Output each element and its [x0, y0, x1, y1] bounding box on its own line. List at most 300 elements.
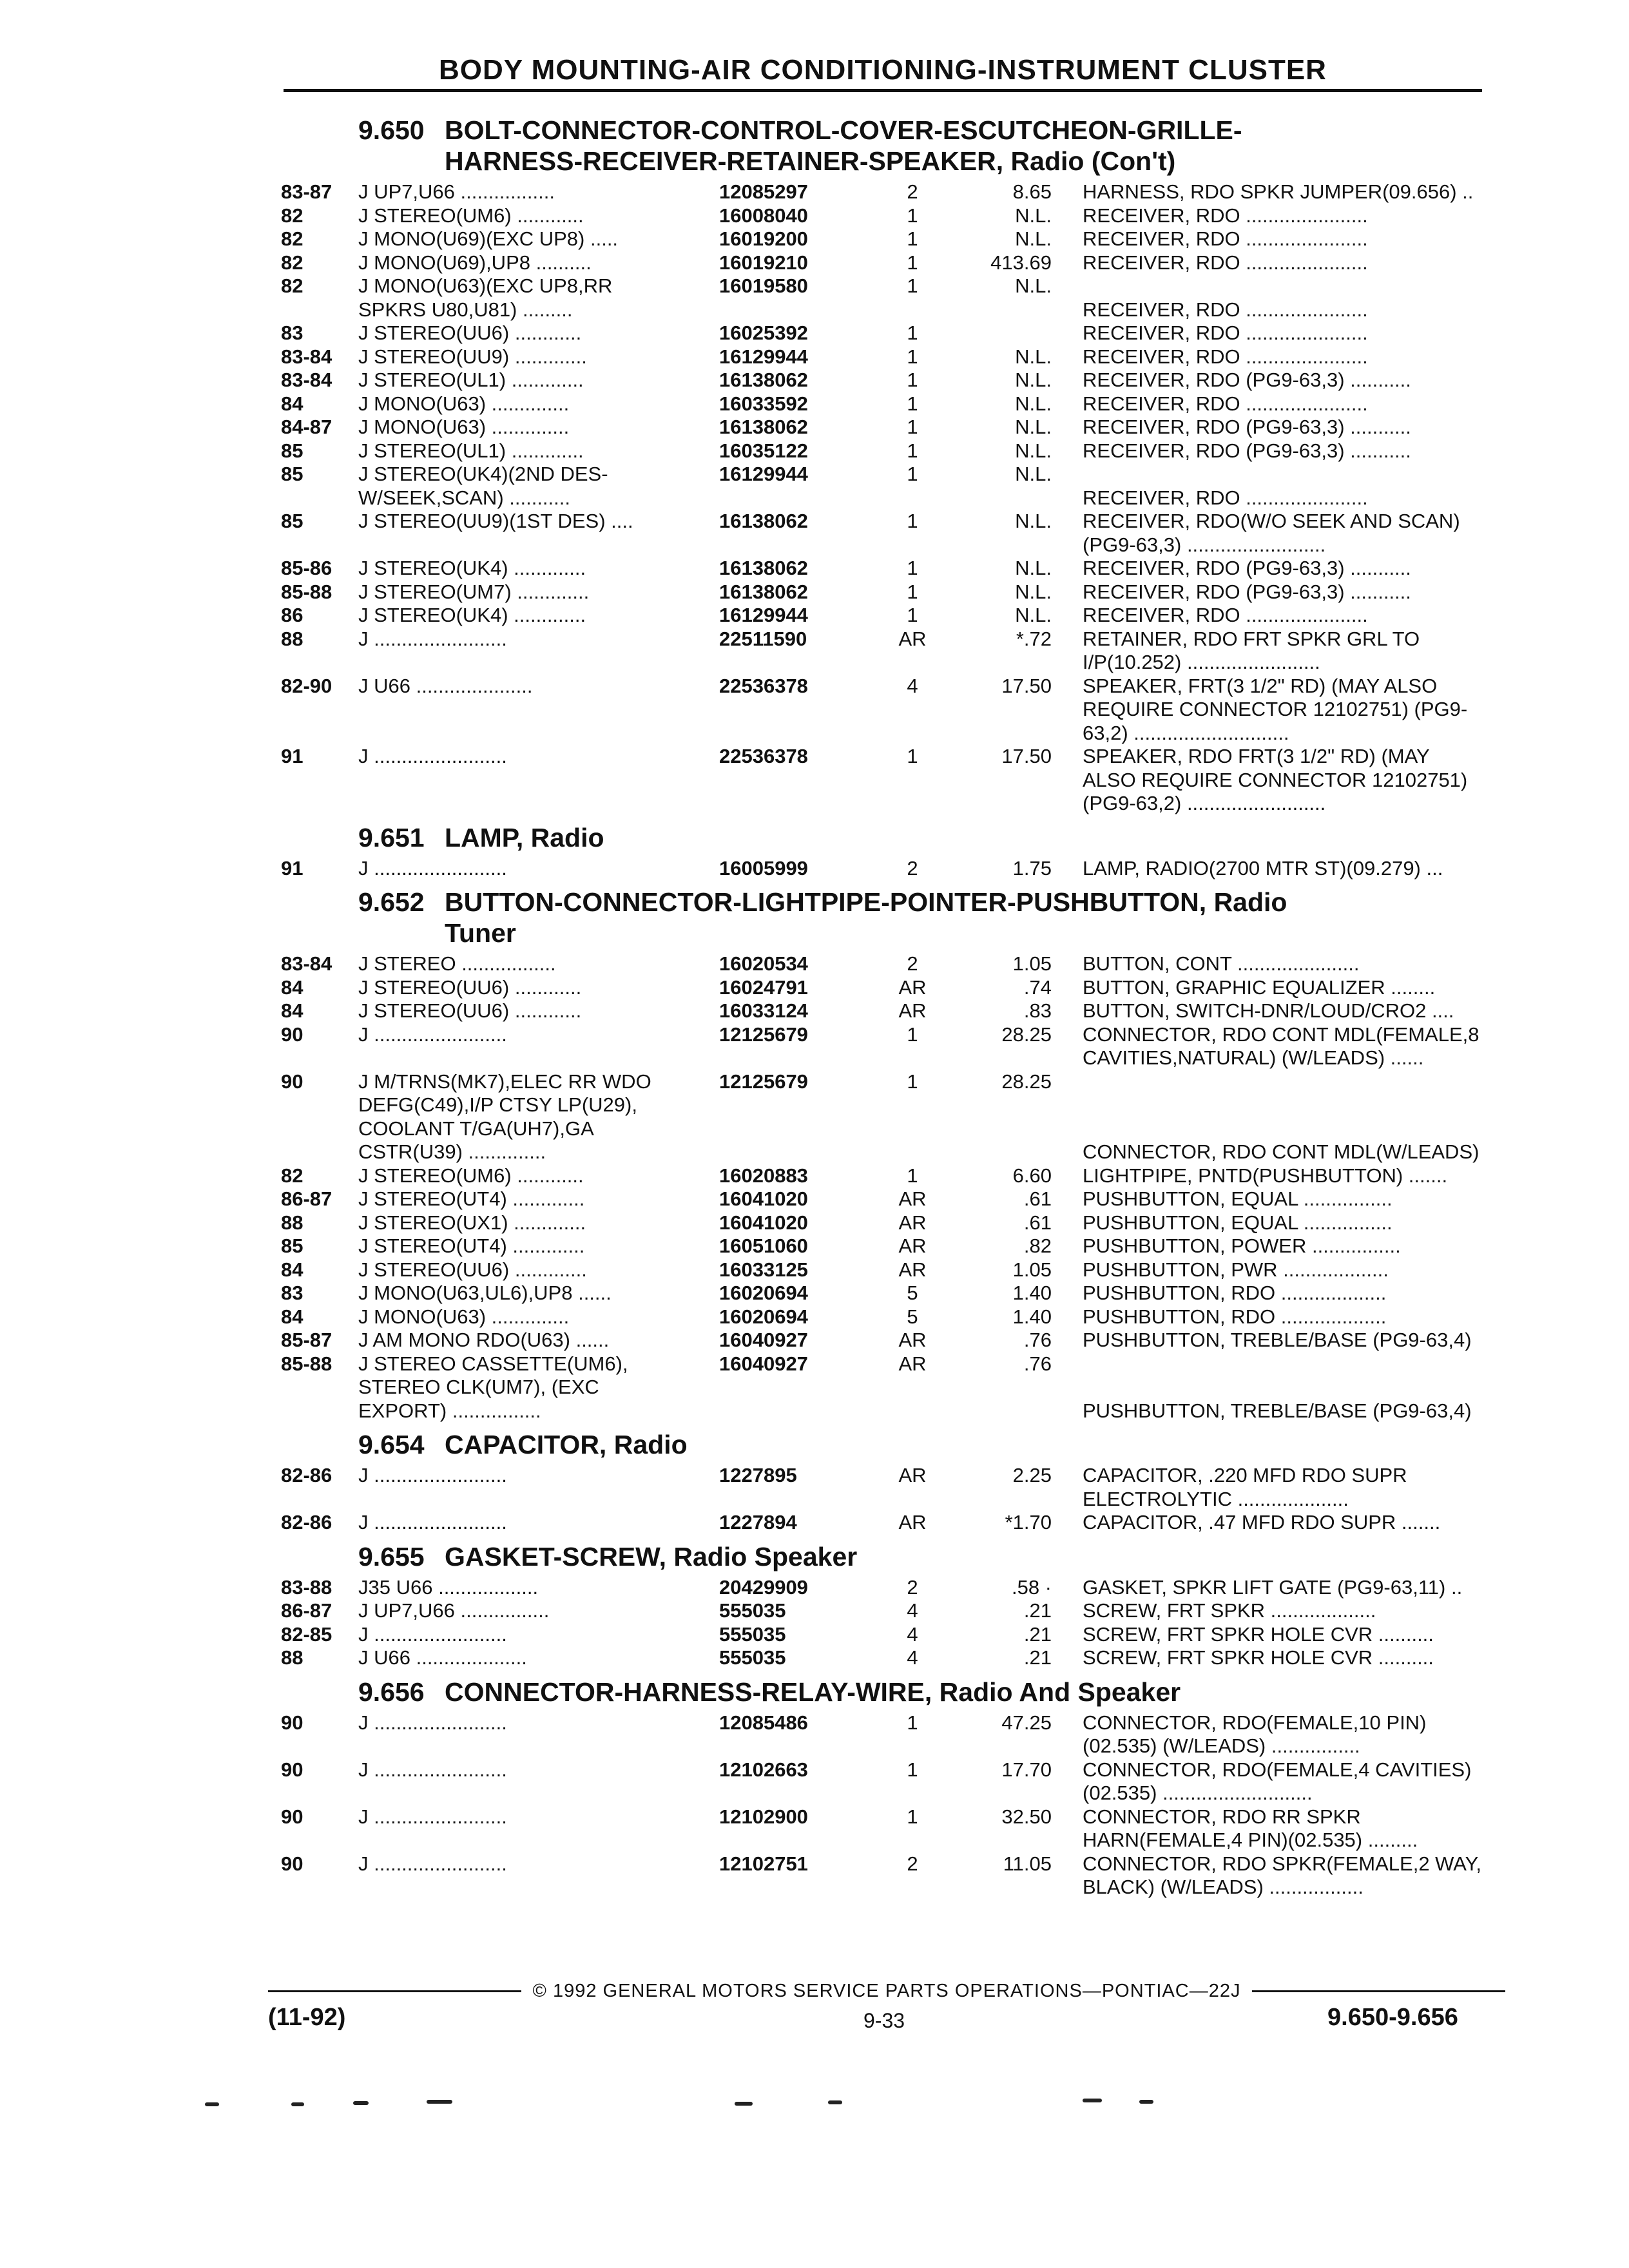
footer-rule-left — [268, 1990, 521, 1992]
part-number: 12125679 — [719, 1023, 808, 1046]
scan-mark — [205, 2102, 219, 2106]
application: J ........................ — [358, 627, 507, 650]
part-number: 16138062 — [719, 416, 808, 438]
part-row — [281, 1211, 1505, 1235]
application: J ........................ — [358, 1805, 507, 1828]
quantity: 5 — [907, 1282, 918, 1304]
group-title: CAPACITOR, Radio — [445, 1430, 688, 1459]
year-range: 82-85 — [281, 1622, 333, 1646]
part-number: 16020883 — [719, 1164, 808, 1187]
quantity: 1 — [907, 557, 918, 579]
description: RECEIVER, RDO ...................... — [1083, 392, 1368, 415]
year-range: 83-84 — [281, 952, 333, 975]
quantity: AR — [898, 1235, 927, 1257]
price: 413.69 — [990, 251, 1052, 274]
price: N.L. — [1015, 369, 1052, 391]
application: J ........................ — [358, 1852, 507, 1875]
part-row — [281, 1711, 1505, 1758]
quantity: 1 — [907, 1805, 918, 1828]
group-number: 9.656 — [358, 1677, 425, 1707]
part-number: 16041020 — [719, 1187, 808, 1210]
application: J STEREO(UU9) ............. — [358, 345, 587, 368]
part-row — [281, 976, 1505, 1000]
year-range: 85-86 — [281, 557, 333, 579]
year-range: 82 — [281, 274, 304, 297]
quantity: 1 — [907, 510, 918, 532]
application: J U66 .................... — [358, 1646, 527, 1669]
part-number: 16020534 — [719, 952, 808, 975]
year-range: 85 — [281, 463, 304, 485]
part-row — [281, 581, 1505, 604]
part-row — [281, 1464, 1505, 1511]
part-number: 16129944 — [719, 345, 808, 368]
year-range: 85-88 — [281, 580, 333, 603]
group-heading — [281, 1429, 1505, 1460]
part-row — [281, 1646, 1505, 1670]
quantity: AR — [898, 627, 927, 650]
price: N.L. — [1015, 463, 1052, 485]
part-row — [281, 745, 1505, 816]
quantity: AR — [898, 1211, 927, 1234]
part-row — [281, 180, 1505, 204]
footer-date: (11-92) — [268, 2004, 346, 2031]
part-row — [281, 1599, 1505, 1623]
application: J ........................ — [358, 1464, 507, 1486]
application: J35 U66 .................. — [358, 1575, 539, 1599]
year-range: 86-87 — [281, 1599, 333, 1622]
scan-mark — [353, 2101, 369, 2105]
application: J STEREO(UK4) ............. — [358, 557, 586, 579]
group-title: CONNECTOR-HARNESS-RELAY-WIRE, Radio And Speaker — [445, 1677, 1181, 1707]
quantity: 1 — [907, 1758, 918, 1781]
year-range: 85 — [281, 1235, 304, 1257]
application: J STEREO(UM6) ............ — [358, 1164, 584, 1187]
part-row — [281, 1511, 1505, 1535]
quantity: 1 — [907, 416, 918, 438]
year-range: 84 — [281, 1305, 304, 1328]
quantity: 1 — [907, 322, 918, 344]
part-number: 16008040 — [719, 204, 808, 227]
price: .58 · — [1011, 1575, 1052, 1599]
parts-listing — [281, 108, 1505, 1899]
price: N.L. — [1015, 274, 1052, 297]
year-range: 82-86 — [281, 1511, 333, 1533]
application: J STEREO CASSETTE(UM6), STEREO CLK(UM7), (EXC EXPORT) ................ — [358, 1352, 628, 1422]
part-number: 16138062 — [719, 510, 808, 532]
quantity: 1 — [907, 1164, 918, 1187]
price: 1.05 — [1012, 1258, 1052, 1281]
year-range: 84 — [281, 1258, 304, 1281]
application: J UP7,U66 ................. — [358, 180, 555, 203]
application: J STEREO ................. — [358, 952, 556, 975]
part-row — [281, 1164, 1505, 1188]
footer-page-number: 9-33 — [863, 2009, 905, 2032]
application: J STEREO(UL1) ............. — [358, 369, 584, 391]
application: J AM MONO RDO(U63) ...... — [358, 1329, 610, 1351]
part-number: 16033592 — [719, 392, 808, 415]
description: PUSHBUTTON, RDO ................... — [1083, 1305, 1387, 1328]
part-row — [281, 628, 1505, 675]
part-number: 16019580 — [719, 274, 808, 297]
description: CONNECTOR, RDO(FEMALE,4 CAVITIES) (02.535) ........................... — [1083, 1758, 1472, 1804]
group-title: BOLT-CONNECTOR-CONTROL-COVER-ESCUTCHEON-GRILLE- HARNESS-RECEIVER-RETAINER-SPEAKER, Radio (Con't) — [445, 115, 1242, 176]
scan-mark — [828, 2100, 842, 2104]
part-row — [281, 1758, 1505, 1805]
quantity: 1 — [907, 463, 918, 485]
group-heading — [281, 1541, 1505, 1572]
application: J MONO(U63) .............. — [358, 392, 570, 415]
part-number: 16138062 — [719, 580, 808, 603]
part-row — [281, 1187, 1505, 1211]
description: PUSHBUTTON, TREBLE/BASE (PG9-63,4) — [1083, 1399, 1472, 1422]
scan-mark — [1139, 2100, 1153, 2104]
year-range: 82 — [281, 204, 304, 227]
quantity: 1 — [907, 1711, 918, 1734]
year-range: 86 — [281, 604, 304, 626]
price: N.L. — [1015, 604, 1052, 626]
quantity: 4 — [907, 1646, 918, 1669]
part-row — [281, 1329, 1505, 1352]
part-row — [281, 675, 1505, 745]
price: *.72 — [1016, 627, 1052, 650]
year-range: 84 — [281, 975, 304, 999]
part-number: 16040927 — [719, 1329, 808, 1351]
quantity: 1 — [907, 251, 918, 274]
application: J ........................ — [358, 856, 507, 879]
description: CONNECTOR, RDO SPKR(FEMALE,2 WAY, BLACK) (W/LEADS) ................. — [1083, 1852, 1481, 1898]
application: J STEREO(UM7) ............. — [358, 580, 590, 603]
description: SPEAKER, FRT(3 1/2" RD) (MAY ALSO REQUIRE CONNECTOR 12102751) (PG9- 63,2) ............................ — [1083, 674, 1468, 744]
quantity: 2 — [907, 1852, 918, 1875]
part-row — [281, 251, 1505, 275]
year-range: 90 — [281, 1758, 304, 1781]
application: J STEREO(UT4) ............. — [358, 1235, 585, 1257]
quantity: AR — [898, 975, 927, 999]
year-range: 91 — [281, 745, 304, 767]
year-range: 83-87 — [281, 180, 333, 203]
application: J ........................ — [358, 1758, 507, 1781]
application: J STEREO(UM6) ............ — [358, 204, 584, 227]
price: 11.05 — [1003, 1852, 1052, 1875]
price: N.L. — [1015, 416, 1052, 438]
description: CONNECTOR, RDO CONT MDL(W/LEADS) — [1083, 1140, 1480, 1163]
quantity: 2 — [907, 952, 918, 975]
group-title: GASKET-SCREW, Radio Speaker — [445, 1541, 858, 1571]
part-number: 16129944 — [719, 604, 808, 626]
header-rule — [284, 89, 1482, 92]
quantity: 1 — [907, 274, 918, 297]
year-range: 90 — [281, 1070, 304, 1093]
footer-copyright: © 1992 GENERAL MOTORS SERVICE PARTS OPERATIONS—PONTIAC—22J — [532, 1980, 1241, 2001]
part-number: 22536378 — [719, 674, 808, 697]
description: RECEIVER, RDO ...................... — [1083, 486, 1368, 509]
part-row — [281, 204, 1505, 228]
description: LAMP, RADIO(2700 MTR ST)(09.279) ... — [1083, 856, 1443, 879]
description: SCREW, FRT SPKR HOLE CVR .......... — [1083, 1646, 1434, 1669]
description: CONNECTOR, RDO RR SPKR HARN(FEMALE,4 PIN)(02.535) ......... — [1083, 1805, 1418, 1851]
price: 8.65 — [1012, 180, 1052, 203]
year-range: 82-86 — [281, 1464, 333, 1486]
description: GASKET, SPKR LIFT GATE (PG9-63,11) .. — [1083, 1575, 1463, 1599]
part-number: 16129944 — [719, 463, 808, 485]
year-range: 82-90 — [281, 674, 333, 697]
quantity: 1 — [907, 1070, 918, 1093]
part-number: 555035 — [719, 1599, 786, 1622]
description: RECEIVER, RDO (PG9-63,3) ........... — [1083, 369, 1411, 391]
price: N.L. — [1015, 580, 1052, 603]
application: J STEREO(UK4)(2ND DES- W/SEEK,SCAN) ........... — [358, 463, 608, 509]
part-number: 12085297 — [719, 180, 808, 203]
price: .61 — [1023, 1187, 1052, 1210]
part-row — [281, 274, 1505, 322]
part-row — [281, 1623, 1505, 1647]
part-number: 16035122 — [719, 439, 808, 462]
part-number: 555035 — [719, 1646, 786, 1669]
description: RECEIVER, RDO ...................... — [1083, 204, 1368, 227]
part-number: 16051060 — [719, 1235, 808, 1257]
scan-mark — [1083, 2099, 1102, 2102]
price: .21 — [1023, 1646, 1052, 1669]
price: 1.40 — [1012, 1305, 1052, 1328]
application: J MONO(U63) .............. — [358, 416, 570, 438]
part-row — [281, 1305, 1505, 1329]
description: RECEIVER, RDO (PG9-63,3) ........... — [1083, 416, 1411, 438]
year-range: 82 — [281, 251, 304, 274]
group-title: LAMP, Radio — [445, 822, 604, 852]
year-range: 90 — [281, 1023, 304, 1046]
part-number: 16033124 — [719, 999, 808, 1022]
price: 32.50 — [1001, 1805, 1052, 1828]
application: J U66 ..................... — [358, 674, 533, 697]
year-range: 84 — [281, 392, 304, 415]
description: PUSHBUTTON, EQUAL ................ — [1083, 1211, 1393, 1234]
price: 1.75 — [1012, 856, 1052, 879]
part-row — [281, 416, 1505, 439]
quantity: 4 — [907, 1622, 918, 1646]
quantity: 1 — [907, 604, 918, 626]
price: 2.25 — [1012, 1464, 1052, 1486]
quantity: 5 — [907, 1305, 918, 1328]
part-row — [281, 345, 1505, 369]
year-range: 88 — [281, 1211, 304, 1234]
part-number: 16033125 — [719, 1258, 808, 1281]
price: N.L. — [1015, 392, 1052, 415]
description: SCREW, FRT SPKR HOLE CVR .......... — [1083, 1622, 1434, 1646]
part-number: 12085486 — [719, 1711, 808, 1734]
description: RECEIVER, RDO ...................... — [1083, 227, 1368, 250]
part-number: 555035 — [719, 1622, 786, 1646]
price: .74 — [1023, 975, 1052, 999]
year-range: 88 — [281, 627, 304, 650]
description: RECEIVER, RDO ...................... — [1083, 604, 1368, 626]
application: J ........................ — [358, 1023, 507, 1046]
part-row — [281, 1576, 1505, 1600]
group-number: 9.650 — [358, 115, 425, 145]
quantity: 2 — [907, 856, 918, 879]
year-range: 91 — [281, 856, 304, 879]
description: RECEIVER, RDO (PG9-63,3) ........... — [1083, 557, 1411, 579]
application: J ........................ — [358, 1711, 507, 1734]
year-range: 83-88 — [281, 1575, 333, 1599]
part-number: 12125679 — [719, 1070, 808, 1093]
quantity: 1 — [907, 227, 918, 250]
part-row — [281, 604, 1505, 628]
year-range: 84-87 — [281, 416, 333, 438]
group-heading — [281, 1677, 1505, 1707]
part-row — [281, 322, 1505, 345]
quantity: AR — [898, 999, 927, 1022]
quantity: 1 — [907, 580, 918, 603]
price: N.L. — [1015, 227, 1052, 250]
description: RECEIVER, RDO ...................... — [1083, 298, 1368, 321]
application: J MONO(U69),UP8 .......... — [358, 251, 592, 274]
price: 6.60 — [1012, 1164, 1052, 1187]
quantity: 4 — [907, 1599, 918, 1622]
price: 28.25 — [1001, 1070, 1052, 1093]
description: RECEIVER, RDO ...................... — [1083, 345, 1368, 368]
part-row — [281, 392, 1505, 416]
year-range: 83-84 — [281, 369, 333, 391]
application: J STEREO(UU6) ............ — [358, 322, 582, 344]
price: 1.05 — [1012, 952, 1052, 975]
price: .76 — [1023, 1329, 1052, 1351]
part-number: 12102751 — [719, 1852, 808, 1875]
application: J STEREO(UL1) ............. — [358, 439, 584, 462]
part-number: 16019210 — [719, 251, 808, 274]
year-range: 82 — [281, 227, 304, 250]
year-range: 90 — [281, 1711, 304, 1734]
part-number: 16019200 — [719, 227, 808, 250]
year-range: 85 — [281, 439, 304, 462]
description: PUSHBUTTON, POWER ................ — [1083, 1235, 1401, 1257]
part-number: 1227895 — [719, 1464, 797, 1486]
year-range: 82 — [281, 1164, 304, 1187]
quantity: AR — [898, 1511, 927, 1533]
description: PUSHBUTTON, TREBLE/BASE (PG9-63,4) — [1083, 1329, 1472, 1351]
quantity: 1 — [907, 439, 918, 462]
description: PUSHBUTTON, PWR ................... — [1083, 1258, 1389, 1281]
part-row — [281, 1805, 1505, 1852]
year-range: 86-87 — [281, 1187, 333, 1210]
description: BUTTON, SWITCH-DNR/LOUD/CRO2 .... — [1083, 999, 1454, 1022]
quantity: 1 — [907, 345, 918, 368]
quantity: 2 — [907, 1575, 918, 1599]
description: RECEIVER, RDO(W/O SEEK AND SCAN) (PG9-63,3) ......................... — [1083, 510, 1460, 556]
part-row — [281, 952, 1505, 976]
description: RECEIVER, RDO ...................... — [1083, 251, 1368, 274]
quantity: 2 — [907, 180, 918, 203]
part-row — [281, 227, 1505, 251]
footer-rule-right — [1252, 1990, 1505, 1992]
year-range: 88 — [281, 1646, 304, 1669]
quantity: AR — [898, 1464, 927, 1486]
price: N.L. — [1015, 439, 1052, 462]
price: *1.70 — [1005, 1511, 1052, 1533]
quantity: AR — [898, 1258, 927, 1281]
year-range: 85-88 — [281, 1352, 333, 1375]
quantity: AR — [898, 1352, 927, 1375]
price: N.L. — [1015, 510, 1052, 532]
part-row — [281, 463, 1505, 510]
application: J ........................ — [358, 745, 507, 767]
group-number: 9.654 — [358, 1430, 425, 1459]
part-number: 22511590 — [719, 627, 807, 650]
application: J STEREO(UU6) ............. — [358, 1258, 587, 1281]
description: RECEIVER, RDO (PG9-63,3) ........... — [1083, 580, 1411, 603]
description: PUSHBUTTON, RDO ................... — [1083, 1282, 1387, 1304]
group-number: 9.652 — [358, 887, 425, 917]
part-row — [281, 857, 1505, 881]
part-number: 12102663 — [719, 1758, 808, 1781]
application: J STEREO(UX1) ............. — [358, 1211, 586, 1234]
quantity: AR — [898, 1187, 927, 1210]
quantity: 1 — [907, 745, 918, 767]
application: J STEREO(UT4) ............. — [358, 1187, 585, 1210]
price: .21 — [1023, 1599, 1052, 1622]
application: J STEREO(UU9)(1ST DES) .... — [358, 510, 633, 532]
part-number: 16024791 — [719, 975, 808, 999]
year-range: 85 — [281, 510, 304, 532]
quantity: 1 — [907, 392, 918, 415]
part-row — [281, 1352, 1505, 1423]
price: 17.70 — [1001, 1758, 1052, 1781]
group-number: 9.655 — [358, 1541, 425, 1571]
footer-copyright-line — [268, 1978, 1505, 2004]
price: N.L. — [1015, 557, 1052, 579]
description: PUSHBUTTON, EQUAL ................ — [1083, 1187, 1393, 1210]
application: J STEREO(UK4) ............. — [358, 604, 586, 626]
price: N.L. — [1015, 345, 1052, 368]
year-range: 83-84 — [281, 345, 333, 368]
price: 28.25 — [1001, 1023, 1052, 1046]
part-row — [281, 1852, 1505, 1899]
part-number: 16005999 — [719, 856, 808, 879]
group-title: BUTTON-CONNECTOR-LIGHTPIPE-POINTER-PUSHBUTTON, Radio Tuner — [445, 887, 1287, 948]
price: .83 — [1023, 999, 1052, 1022]
year-range: 84 — [281, 999, 304, 1022]
price: .21 — [1023, 1622, 1052, 1646]
description: RETAINER, RDO FRT SPKR GRL TO I/P(10.252) ........................ — [1083, 627, 1420, 673]
description: RECEIVER, RDO ...................... — [1083, 322, 1368, 344]
application: J STEREO(UU6) ............ — [358, 975, 582, 999]
application: J ........................ — [358, 1511, 507, 1533]
year-range: 85-87 — [281, 1329, 333, 1351]
application: J MONO(U63) .............. — [358, 1305, 570, 1328]
part-row — [281, 1235, 1505, 1258]
description: SCREW, FRT SPKR ................... — [1083, 1599, 1376, 1622]
description: HARNESS, RDO SPKR JUMPER(09.656) .. — [1083, 180, 1474, 203]
quantity: 4 — [907, 674, 918, 697]
price: 1.40 — [1012, 1282, 1052, 1304]
quantity: AR — [898, 1329, 927, 1351]
part-number: 16020694 — [719, 1282, 808, 1304]
year-range: 90 — [281, 1852, 304, 1875]
description: SPEAKER, RDO FRT(3 1/2" RD) (MAY ALSO REQUIRE CONNECTOR 12102751) (PG9-63,2) ......................... — [1083, 745, 1468, 814]
part-number: 16020694 — [719, 1305, 808, 1328]
quantity: 1 — [907, 1023, 918, 1046]
description: CONNECTOR, RDO CONT MDL(FEMALE,8 CAVITIES,NATURAL) (W/LEADS) ...... — [1083, 1023, 1480, 1069]
description: LIGHTPIPE, PNTD(PUSHBUTTON) ....... — [1083, 1164, 1448, 1187]
footer-section-range: 9.650-9.656 — [1327, 2004, 1458, 2031]
scan-mark — [735, 2102, 753, 2106]
description: CAPACITOR, .47 MFD RDO SUPR ....... — [1083, 1511, 1441, 1533]
part-row — [281, 1258, 1505, 1282]
group-number: 9.651 — [358, 822, 425, 852]
group-heading — [281, 822, 1505, 853]
price: 47.25 — [1001, 1711, 1052, 1734]
year-range: 83 — [281, 322, 304, 344]
part-number: 16025392 — [719, 322, 808, 344]
